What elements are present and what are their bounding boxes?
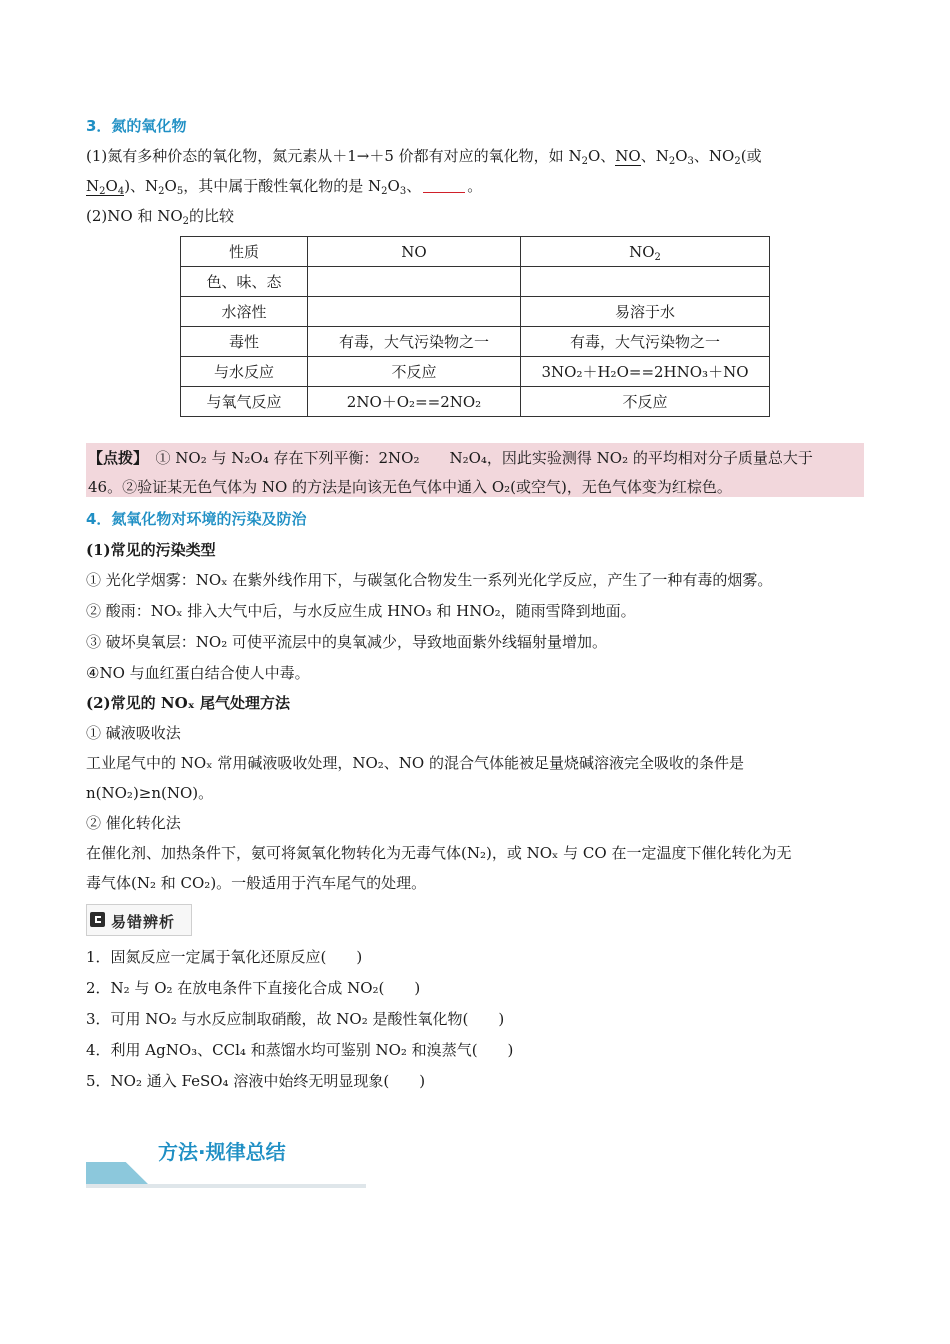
section-underline	[86, 1184, 366, 1188]
pitfall-item: 5．NO₂ 通入 FeSO₄ 溶液中始终无明显现象( )	[86, 1072, 426, 1090]
table-row	[181, 327, 770, 357]
tip-line-1: 【点拨】 ① NO₂ 与 N₂O₄ 存在下列平衡：2NO₂ N₂O₄，因此实验测得 NO₂ 的平均相对分子质量总大于	[88, 449, 813, 467]
cell-no2: 有毒，大气污染物之一	[521, 327, 770, 357]
summary-section-title: 方法·规律总结	[158, 1140, 286, 1164]
pitfall-item: 3．可用 NO₂ 与水反应制取硝酸，故 NO₂ 是酸性氧化物( )	[86, 1010, 505, 1028]
list-item: ① 光化学烟雾：NOₓ 在紫外线作用下，与碳氢化合物发生一系列光化学反应，产生了一种有毒的烟雾。	[86, 571, 773, 589]
method-1-text: 工业尾气中的 NOₓ 常用碱液吸收处理，NO₂、NO 的混合气体能被足量烧碱溶液完全吸收的条件是	[86, 754, 744, 772]
cell-no2	[521, 267, 770, 297]
cell-no2: 3NO₂＋H₂O==2HNO₃＋NO	[521, 357, 770, 387]
cell-no: 不反应	[308, 357, 521, 387]
oxides-paragraph-line2: $N_2O_4$)、$N_2O_5$，其中属于酸性氧化物的是 $N_2O_3$、 。	[86, 177, 483, 197]
method-2-text: 在催化剂、加热条件下，氨可将氮氧化物转化为无毒气体(N₂)，或 NOₓ 与 CO 在一定温度下催化转化为无	[86, 844, 792, 862]
table-header-row	[181, 237, 770, 267]
tip-label: 【点拨】	[88, 449, 141, 467]
row-label: 毒性	[181, 327, 308, 357]
table-row	[181, 297, 770, 327]
cell-no2: 不反应	[521, 387, 770, 417]
pollution-types-subheading: (1)常见的污染类型	[86, 541, 216, 559]
header-no: NO	[308, 237, 521, 267]
table-row	[181, 387, 770, 417]
section-3-heading: 3．氮的氧化物	[86, 117, 187, 135]
table-row	[181, 267, 770, 297]
list-item: ② 酸雨：NOₓ 排入大气中后，与水反应生成 HNO₃ 和 HNO₂，随雨雪降到地面。	[86, 602, 636, 620]
method-1-condition: n(NO₂)≥n(NO)。	[86, 784, 214, 802]
table-row	[181, 357, 770, 387]
comparison-intro: (2)NO 和 $NO_2$的比较	[86, 207, 235, 227]
list-item: ③ 破坏臭氧层：NO₂ 可使平流层中的臭氧减少，导致地面紫外线辐射量增加。	[86, 633, 607, 651]
section-4-heading: 4．氮氧化物对环境的污染及防治	[86, 510, 307, 528]
method-2-title: ② 催化转化法	[86, 814, 181, 832]
underlined-n2o4: $N_2O_4$	[86, 177, 125, 197]
cell-no: 2NO＋O₂==2NO₂	[308, 387, 521, 417]
cell-no	[308, 267, 521, 297]
answer-blank[interactable]	[423, 178, 465, 193]
underlined-no: NO	[615, 147, 641, 165]
oxides-paragraph-line1: (1)氮有多种价态的氧化物，氮元素从＋1→＋5 价都有对应的氧化物，如 $N_2O$、NO、$N_2O_3$、$NO_2$(或	[86, 147, 762, 167]
pitfall-item: 2．N₂ 与 O₂ 在放电条件下直接化合成 NO₂( )	[86, 979, 421, 997]
header-property: 性质	[181, 237, 308, 267]
no-no2-comparison-table	[180, 236, 770, 417]
header-no2: $NO_2$	[521, 237, 770, 267]
treatment-subheading: (2)常见的 NOₓ 尾气处理方法	[86, 694, 290, 712]
row-label: 水溶性	[181, 297, 308, 327]
cell-no: 有毒，大气污染物之一	[308, 327, 521, 357]
method-1-title: ① 碱液吸收法	[86, 724, 181, 742]
cell-no	[308, 297, 521, 327]
e-letter-icon	[90, 912, 105, 927]
list-item: ④NO 与血红蛋白结合使人中毒。	[86, 664, 310, 682]
row-label: 与水反应	[181, 357, 308, 387]
row-label: 色、味、态	[181, 267, 308, 297]
cell-no2: 易溶于水	[521, 297, 770, 327]
pitfall-item: 1．固氮反应一定属于氧化还原反应( )	[86, 948, 363, 966]
pitfall-item: 4．利用 AgNO₃、CCl₄ 和蒸馏水均可鉴别 NO₂ 和溴蒸气( )	[86, 1041, 514, 1059]
method-2-text-cont: 毒气体(N₂ 和 CO₂)。一般适用于汽车尾气的处理。	[86, 874, 427, 892]
section-decoration	[86, 1162, 150, 1186]
pitfalls-tag-label: 易错辨析	[111, 913, 176, 931]
row-label: 与氧气反应	[181, 387, 308, 417]
tip-line-2: 46。②验证某无色气体为 NO 的方法是向该无色气体中通入 O₂(或空气)，无色气体变为红棕色。	[88, 478, 732, 496]
pitfalls-tag	[86, 904, 192, 936]
